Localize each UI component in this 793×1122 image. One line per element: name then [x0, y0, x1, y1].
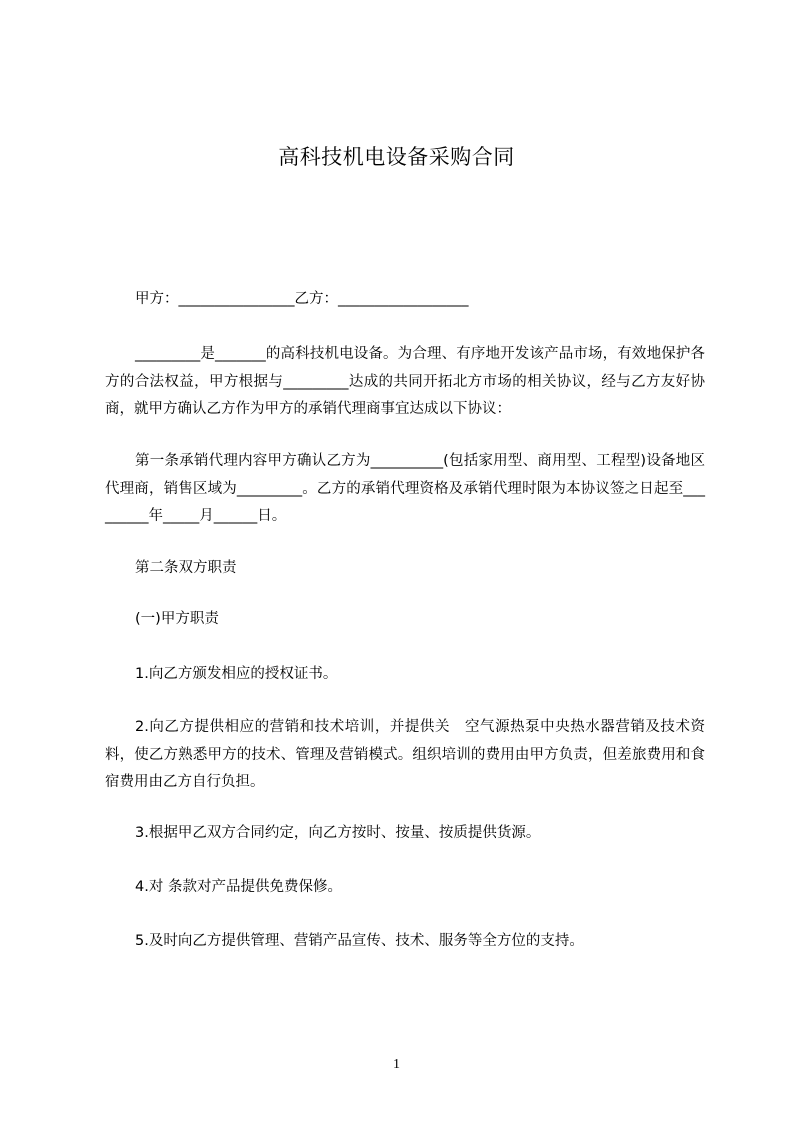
article-1-paragraph: 第一条承销代理内容甲方确认乙方为__________(包括家用型、商用型、工程型)设备地区代理商，销售区域为_________。乙方的承销代理资格及承销代理时限为本协议签之日起至_________年_____月______日。 — [105, 453, 705, 524]
duty-item-5: 5.及时向乙方提供管理、营销产品宣传、技术、服务等全方位的支持。 — [135, 933, 584, 949]
page-number: 1 — [393, 1057, 400, 1072]
duty-item-3: 3.根据甲乙双方合同约定，向乙方按时、按量、按质提供货源。 — [135, 825, 541, 841]
article-2-heading: 第二条双方职责 — [135, 560, 237, 576]
duty-item-4: 4.对 条款对产品提供免费保修。 — [135, 879, 342, 895]
document-title: 高科技机电设备采购合同 — [278, 145, 515, 169]
duty-item-2: 2.向乙方提供相应的营销和技术培训，并提供关 空气源热泵中央热水器营销及技术资料，使乙方熟悉甲方的技术、管理及营销模式。组织培训的费用由甲方负责，但差旅费用和食宿费用由乙方自行负担。 — [105, 719, 705, 790]
duty-item-1: 1.向乙方颁发相应的授权证书。 — [135, 666, 338, 682]
section-1-heading: (一)甲方职责 — [135, 611, 219, 627]
intro-paragraph: _________是_______的高科技机电设备。为合理、有序地开发该产品市场，有效地保护各方的合法权益，甲方根据与_________达成的共同开拓北方市场的相关协议，经与乙方友好协商，就甲方确认乙方作为甲方的承销代理商事宜达成以下协议： — [105, 346, 705, 417]
parties-line: 甲方：________________乙方：__________________ — [135, 291, 469, 307]
